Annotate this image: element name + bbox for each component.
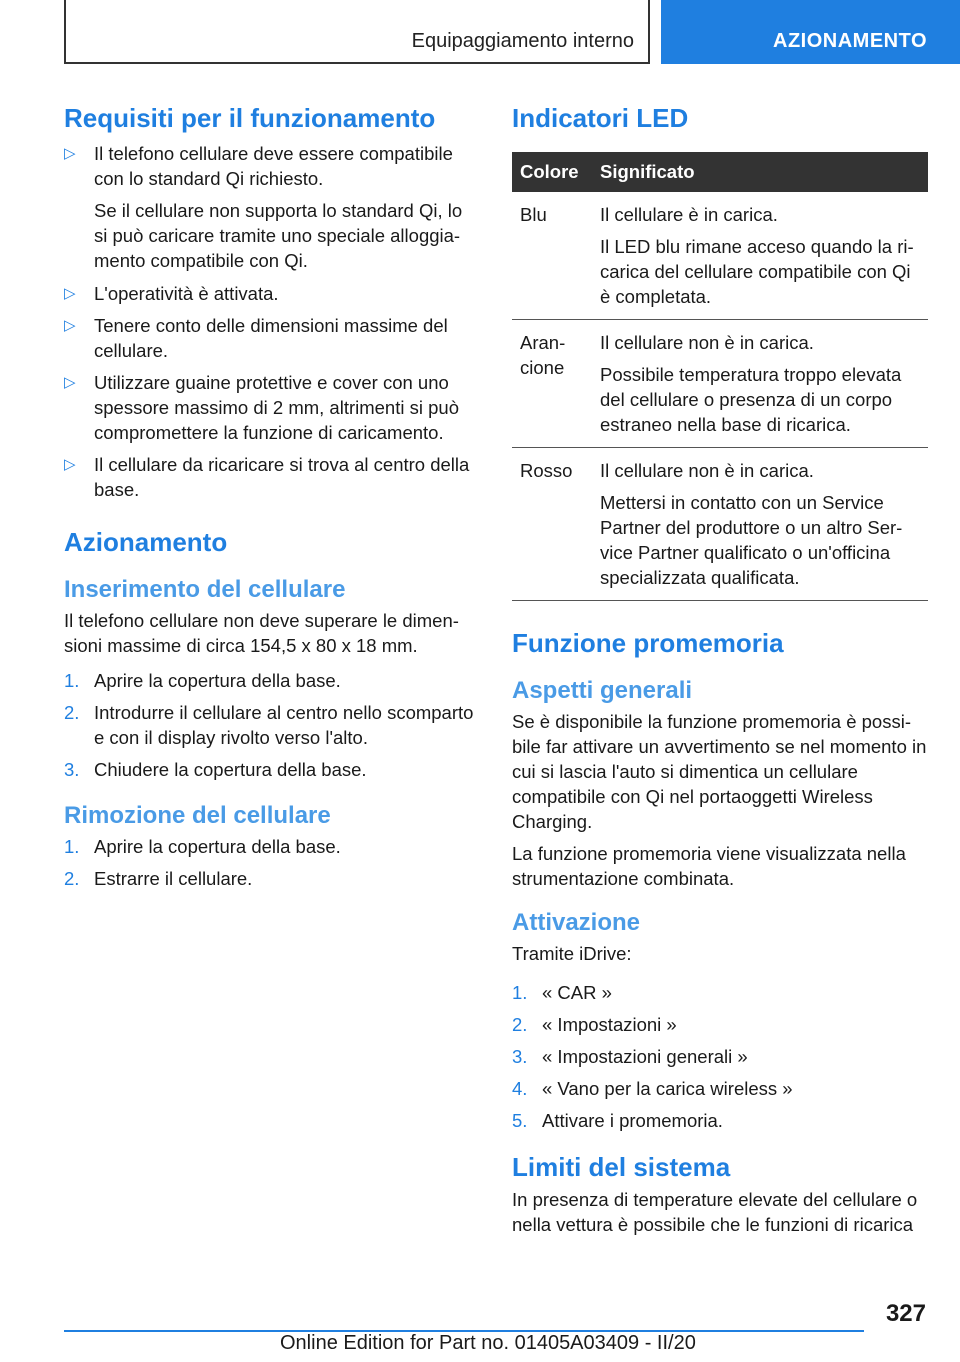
table-header-row bbox=[512, 152, 928, 192]
step-text: Chiudere la copertura della base. bbox=[94, 759, 367, 780]
list-item bbox=[64, 141, 474, 273]
list-item bbox=[64, 668, 474, 693]
reminder-heading: Funzione promemoria bbox=[512, 628, 784, 658]
triangle-bullet-icon: ▷ bbox=[64, 456, 76, 473]
triangle-bullet-icon: ▷ bbox=[64, 317, 76, 334]
table-row bbox=[512, 448, 928, 601]
led-detail: Mettersi in contatto con un Service Partner del produttore o un altro Service Partner qualificato o un'officina specializzata qualificata. bbox=[600, 492, 903, 588]
step-number: 1. bbox=[64, 670, 80, 691]
activation-intro: Tramite iDrive: bbox=[512, 943, 632, 964]
step-text: Estrarre il cellulare. bbox=[94, 868, 253, 889]
step-number: 3. bbox=[64, 759, 80, 780]
list-item bbox=[512, 1044, 928, 1069]
limits-heading: Limiti del sistema bbox=[512, 1152, 731, 1182]
step-number: 2. bbox=[512, 1014, 528, 1035]
step-number: 4. bbox=[512, 1078, 528, 1099]
triangle-bullet-icon: ▷ bbox=[64, 285, 76, 302]
general-heading: Aspetti generali bbox=[512, 677, 693, 704]
led-color-cell: Blu bbox=[512, 192, 592, 320]
step-text: « Impostazioni » bbox=[542, 1014, 677, 1035]
list-item bbox=[64, 281, 474, 306]
header-section-title: Equipaggiamento interno bbox=[411, 30, 634, 52]
table-row bbox=[512, 320, 928, 448]
remove-steps bbox=[64, 834, 474, 891]
triangle-bullet-icon: ▷ bbox=[64, 374, 76, 391]
step-text: Aprire la copertura della base. bbox=[94, 670, 341, 691]
remove-heading: Rimozione del cellulare bbox=[64, 802, 331, 829]
step-number: 1. bbox=[64, 836, 80, 857]
limits-paragraph: In presenza di temperature elevate del cellulare o nella vettura è possibile che le funzioni di ricarica bbox=[512, 1189, 918, 1235]
right-column bbox=[512, 100, 928, 1237]
step-text: Attivare i promemoria. bbox=[542, 1110, 723, 1131]
activation-heading: Attivazione bbox=[512, 909, 641, 936]
left-column bbox=[64, 100, 474, 891]
header-section-box bbox=[64, 0, 650, 64]
led-meaning-cell bbox=[592, 448, 928, 601]
step-text: Introdurre il cellulare al centro nello scomparto e con il display rivolto verso l'alto. bbox=[94, 702, 474, 748]
table-row bbox=[512, 192, 928, 320]
led-detail: Il LED blu rimane acceso quando la ricarica del cellulare compatibile con Qi è completata. bbox=[600, 236, 914, 307]
list-item bbox=[64, 313, 474, 363]
general-paragraph-1: Se è disponibile la funzione promemoria è possibile far attivare un avvertimento se nel momento in cui si lascia l'auto si dimentica un cellulare compatibile con Qi nel portaoggetti Wireless Charging. bbox=[512, 711, 927, 832]
step-number: 2. bbox=[64, 868, 80, 889]
insert-heading: Inserimento del cellulare bbox=[64, 576, 346, 603]
list-item bbox=[64, 757, 474, 782]
page-number: 327 bbox=[885, 1300, 926, 1327]
list-item bbox=[512, 980, 928, 1005]
list-item bbox=[64, 866, 474, 891]
header-chapter-title: AZIONAMENTO bbox=[773, 30, 928, 52]
list-item-text: Il telefono cellulare deve essere compatibile con lo standard Qi richiesto. bbox=[94, 143, 453, 189]
activation-steps bbox=[512, 980, 928, 1133]
step-text: « Vano per la carica wireless » bbox=[542, 1078, 793, 1099]
list-item bbox=[512, 1108, 928, 1133]
led-meaning-cell bbox=[592, 192, 928, 320]
insert-intro: Il telefono cellulare non deve superare le dimensioni massime di circa 154,5 x 80 x 18 mm. bbox=[64, 610, 459, 656]
general-paragraph-2: La funzione promemoria viene visualizzata nella strumentazione combinata. bbox=[512, 843, 906, 889]
step-text: « Impostazioni generali » bbox=[542, 1046, 748, 1067]
list-item bbox=[64, 700, 474, 750]
led-color-cell: Arancione bbox=[512, 320, 592, 448]
list-item bbox=[64, 370, 474, 445]
step-number: 2. bbox=[64, 702, 80, 723]
step-text: « CAR » bbox=[542, 982, 612, 1003]
led-heading: Indicatori LED bbox=[512, 103, 689, 133]
requirements-list bbox=[64, 141, 474, 502]
led-meaning-cell bbox=[592, 320, 928, 448]
step-number: 3. bbox=[512, 1046, 528, 1067]
table-header-color: Colore bbox=[512, 152, 592, 192]
table-header-meaning: Significato bbox=[592, 152, 928, 192]
operation-heading: Azionamento bbox=[64, 527, 228, 557]
led-color-cell: Rosso bbox=[512, 448, 592, 601]
step-text: Aprire la copertura della base. bbox=[94, 836, 341, 857]
led-table bbox=[512, 152, 928, 601]
list-item bbox=[64, 452, 474, 502]
list-item-text: Utilizzare guaine protettive e cover con uno spessore massimo di 2 mm, altrimenti si può compromettere la funzione di caricamento. bbox=[94, 372, 459, 443]
led-status: Il cellulare non è in carica. bbox=[600, 460, 814, 481]
led-status: Il cellulare non è in carica. bbox=[600, 332, 814, 353]
step-number: 5. bbox=[512, 1110, 528, 1131]
list-item-text: Tenere conto delle dimensioni massime del cellulare. bbox=[94, 315, 448, 361]
insert-steps bbox=[64, 668, 474, 782]
led-status: Il cellulare è in carica. bbox=[600, 204, 778, 225]
list-item bbox=[512, 1076, 928, 1101]
list-item bbox=[512, 1012, 928, 1037]
list-item bbox=[64, 834, 474, 859]
requirements-heading: Requisiti per il funzionamento bbox=[64, 103, 436, 133]
footer-edition: Online Edition for Part no. 01405A03409 - II/20 bbox=[280, 1332, 696, 1354]
header-chapter-box bbox=[661, 0, 960, 64]
list-item-extra: Se il cellulare non supporta lo standard Qi, lo si può caricare tramite uno speciale alloggiamento compatibile con Qi. bbox=[94, 200, 463, 271]
list-item-text: Il cellulare da ricaricare si trova al centro della base. bbox=[94, 454, 470, 500]
step-number: 1. bbox=[512, 982, 528, 1003]
list-item-text: L'operatività è attivata. bbox=[94, 283, 279, 304]
led-detail: Possibile temperatura troppo elevata del cellulare o presenza di un corpo estraneo nella base di ricarica. bbox=[600, 364, 902, 435]
triangle-bullet-icon: ▷ bbox=[64, 145, 76, 162]
